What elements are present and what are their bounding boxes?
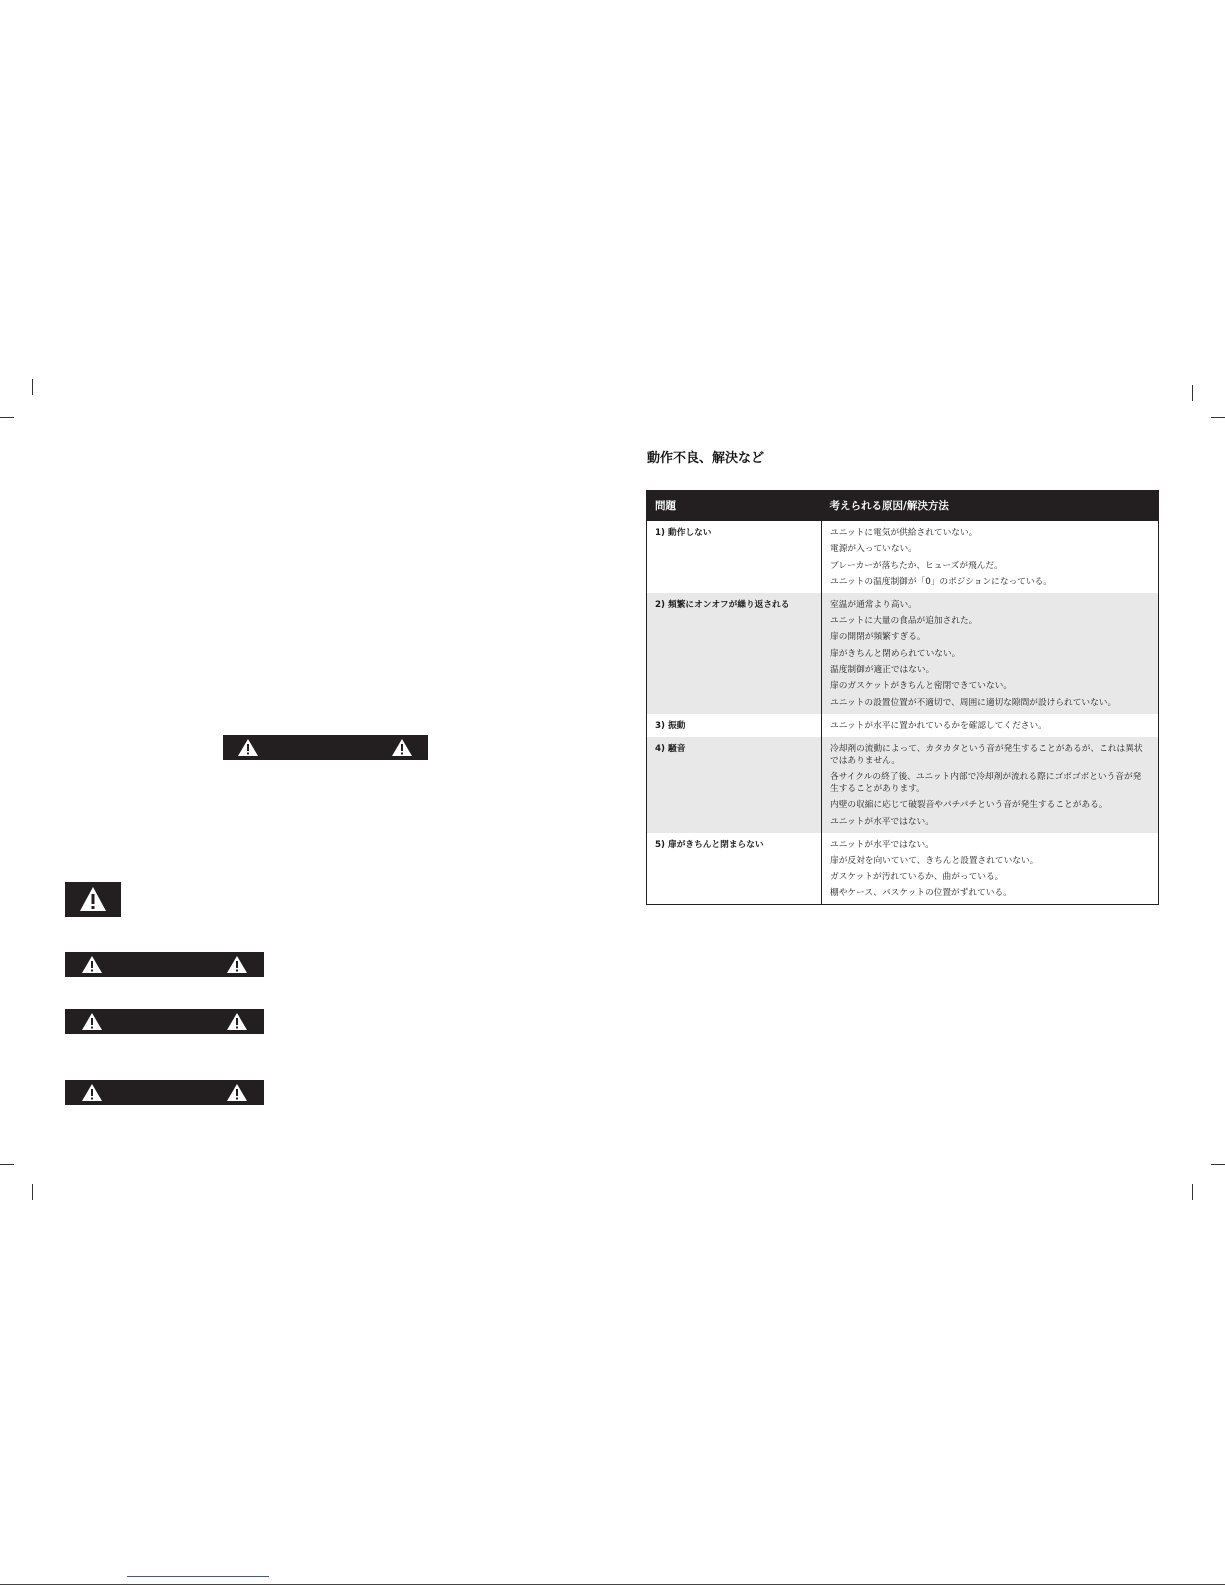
table-row xyxy=(647,737,1159,833)
warning-banner xyxy=(65,952,264,977)
crop-mark xyxy=(0,417,14,418)
solution-line: 扉の開閉が頻繁すぎる。 xyxy=(830,632,926,643)
solution-line: ユニットが水平ではない。 xyxy=(830,816,934,827)
solution-cell xyxy=(822,833,1159,905)
warning-box xyxy=(65,882,121,917)
solution-line: 温度制御が適正ではない。 xyxy=(830,665,935,676)
warning-triangle-icon xyxy=(391,738,413,757)
table-row xyxy=(647,833,1159,905)
solution-line: 室温が通常より高い。 xyxy=(830,599,917,610)
crop-mark xyxy=(1211,417,1225,418)
crop-mark xyxy=(32,1184,33,1200)
crop-mark xyxy=(1211,1164,1225,1165)
solution-line: ユニットに大量の食品が追加された。 xyxy=(830,616,978,627)
warning-banner xyxy=(223,735,428,760)
warning-triangle-icon xyxy=(81,955,103,974)
solution-cell xyxy=(822,521,1159,593)
warning-triangle-icon xyxy=(237,738,259,757)
warning-triangle-icon xyxy=(226,1012,248,1031)
table-row xyxy=(647,593,1159,714)
solution-line: 扉がきちんと閉められていない。 xyxy=(830,648,961,659)
crop-mark xyxy=(1192,1184,1193,1200)
troubleshooting-table xyxy=(646,490,1159,905)
table-row xyxy=(647,521,1159,593)
warning-triangle-icon xyxy=(226,955,248,974)
solution-cell xyxy=(822,593,1159,714)
warning-banner xyxy=(65,1080,264,1105)
solution-line: ユニットが水平ではない。 xyxy=(830,839,934,850)
solution-line: ユニットに電気が供給されていない。 xyxy=(830,528,978,538)
solution-line: ブレーカーが落ちたか、ヒューズが飛んだ。 xyxy=(830,560,1003,571)
solution-line: 冷却剤の流動によって、カタカタという音が発生することがあるが、これは異状ではありません。 xyxy=(830,743,1143,766)
link-underline[interactable] xyxy=(127,1576,269,1577)
problem-cell: 5) 扉がきちんと閉まらない xyxy=(647,833,822,905)
solution-cell xyxy=(822,714,1159,737)
header-problem: 問題 xyxy=(647,491,822,522)
warning-triangle-icon xyxy=(79,886,107,912)
solution-line: 棚やケース、バスケットの位置がずれている。 xyxy=(830,888,1012,899)
problem-cell: 2) 頻繁にオンオフが繰り返される xyxy=(647,593,822,714)
solution-line: 扉が反対を向いていて、きちんと設置されていない。 xyxy=(830,855,1039,866)
table-row xyxy=(647,714,1159,737)
problem-cell: 1) 動作しない xyxy=(647,521,822,593)
section-heading: 動作不良、解決など xyxy=(647,451,765,466)
problem-cell: 3) 振動 xyxy=(647,714,822,737)
solution-line: 内壁の収縮に応じて破裂音やパチパチという音が発生することがある。 xyxy=(830,800,1108,811)
solution-line: 扉のガスケットがきちんと密閉できていない。 xyxy=(830,681,1013,692)
table-header-row xyxy=(647,491,1159,522)
problem-cell: 4) 騒音 xyxy=(647,737,822,833)
warning-banner xyxy=(65,1009,264,1034)
solution-cell xyxy=(822,737,1159,833)
warning-triangle-icon xyxy=(81,1083,103,1102)
warning-triangle-icon xyxy=(226,1083,248,1102)
solution-line: ユニットが水平に置かれているかを確認してください。 xyxy=(830,720,1047,731)
solution-line: ユニットの設置位置が不適切で、周囲に適切な隙間が設けられていない。 xyxy=(830,697,1117,708)
solution-line: ガスケットが汚れているか、曲がっている。 xyxy=(830,872,1004,883)
crop-mark xyxy=(32,379,33,395)
header-solution: 考えられる原因/解決方法 xyxy=(822,491,1159,522)
solution-line: ユニットの温度制御が「0」のポジションになっている。 xyxy=(830,576,1052,587)
solution-line: 各サイクルの終了後、ユニット内部で冷却剤が流れる際にゴボゴボという音が発生することがあります。 xyxy=(830,771,1142,794)
crop-mark xyxy=(1192,385,1193,401)
warning-triangle-icon xyxy=(81,1012,103,1031)
crop-mark xyxy=(0,1164,14,1165)
solution-line: 電源が入っていない。 xyxy=(830,544,917,555)
